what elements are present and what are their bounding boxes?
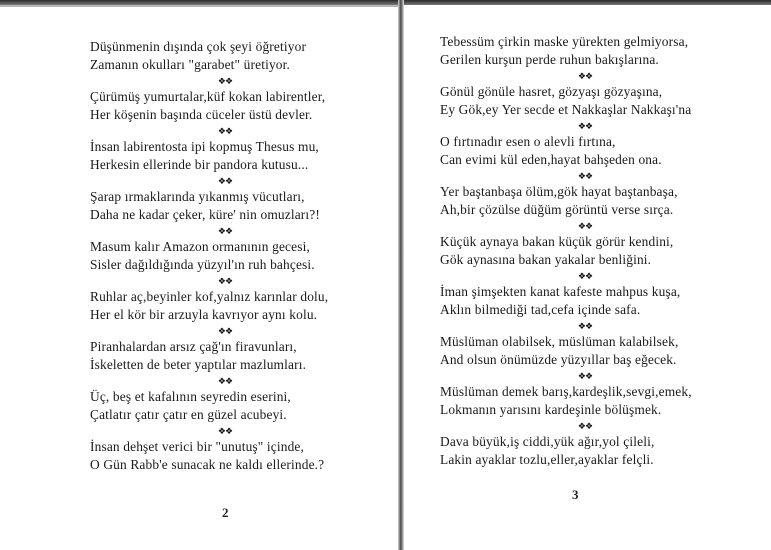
stanza-separator-ornament: ❖❖ bbox=[217, 276, 233, 286]
stanza-separator-ornament: ❖❖ bbox=[217, 326, 233, 336]
verse-line: Tebessüm çirkin maske yürekten gelmiyorsa, bbox=[440, 34, 689, 49]
verse-line: Müslüman demek barış,kardeşlik,sevgi,emek, bbox=[440, 384, 692, 399]
stanza-separator-ornament: ❖❖ bbox=[217, 76, 233, 86]
verse-line: Herkesin ellerinde bir pandora kutusu... bbox=[90, 157, 309, 172]
verse-line: Lakin ayaklar tozlu,eller,ayaklar felçli. bbox=[440, 452, 654, 467]
verse-line: O Gün Rabb'e sunacak ne kaldı ellerinde.? bbox=[90, 457, 325, 472]
verse-line: Düşünmenin dışında çok şeyi öğretiyor bbox=[90, 39, 307, 54]
stanza bbox=[440, 183, 770, 219]
verse-line: Çürümüş yumurtalar,küf kokan labirentler, bbox=[90, 89, 326, 104]
verse-line: Ey Gök,ey Yer secde et Nakkaşlar Nakkaşı'na bbox=[440, 102, 692, 117]
stanza bbox=[440, 133, 770, 169]
stanza-separator-ornament: ❖❖ bbox=[577, 71, 593, 81]
stanza-separator-ornament: ❖❖ bbox=[217, 176, 233, 186]
verse-line: Yer baştanbaşa ölüm,gök hayat baştanbaşa, bbox=[440, 184, 678, 199]
right-page-number: 3 bbox=[572, 487, 579, 502]
stanza-separator-ornament: ❖❖ bbox=[577, 171, 593, 181]
stanza bbox=[90, 138, 390, 174]
stanza bbox=[90, 188, 390, 224]
page-top-shadow bbox=[0, 5, 398, 7]
verse-line: Çatlatır çatır çatır en güzel acubeyi. bbox=[90, 407, 287, 422]
stanza bbox=[440, 383, 770, 419]
verse-line: Gök aynasına bakan yakalar benliğini. bbox=[440, 252, 652, 267]
verse-line: Zamanın okulları "garabet" üretiyor. bbox=[90, 57, 291, 72]
stanza bbox=[90, 388, 390, 424]
verse-line: Daha ne kadar çeker, küre' nin omuzları?! bbox=[90, 207, 320, 222]
verse-line: Dava büyük,iş ciddi,yük ağır,yol çileli, bbox=[440, 434, 655, 449]
verse-line: Ruhlar aç,beyinler kof,yalnız karınlar dolu, bbox=[90, 289, 329, 304]
verse-line: Müslüman olabilsek, müslüman kalabilsek, bbox=[440, 334, 679, 349]
verse-line: İman şimşekten kanat kafeste mahpus kuşa, bbox=[440, 284, 681, 299]
stanza-separator-ornament: ❖❖ bbox=[217, 376, 233, 386]
verse-line: Şarap ırmaklarında yıkanmış vücutları, bbox=[90, 189, 305, 204]
stanza-separator-ornament: ❖❖ bbox=[577, 121, 593, 131]
left-page-number: 2 bbox=[222, 505, 229, 520]
stanza bbox=[440, 83, 770, 119]
verse-line: Ah,bir çözülse düğüm görüntü verse sırça. bbox=[440, 202, 674, 217]
right-poem bbox=[440, 33, 770, 469]
stanza-separator-ornament: ❖❖ bbox=[217, 226, 233, 236]
verse-line: Lokmanın yarısını kardeşinle bölüşmek. bbox=[440, 402, 662, 417]
verse-line: Her köşenin başında cüceler üstü devler. bbox=[90, 107, 313, 122]
stanza bbox=[90, 288, 390, 324]
verse-line: Piranhalardan arsız çağ'ın firavunları, bbox=[90, 339, 297, 354]
stanza-separator-ornament: ❖❖ bbox=[577, 321, 593, 331]
left-poem bbox=[90, 38, 390, 474]
stanza bbox=[90, 338, 390, 374]
stanza-separator-ornament: ❖❖ bbox=[577, 371, 593, 381]
stanza-separator-ornament: ❖❖ bbox=[217, 426, 233, 436]
stanza bbox=[440, 233, 770, 269]
stanza bbox=[90, 38, 390, 74]
verse-line: Masum kalır Amazon ormanının gecesi, bbox=[90, 239, 310, 254]
verse-line: Can evimi kül eden,hayat bahşeden ona. bbox=[440, 152, 662, 167]
verse-line: O fırtınadır esen o alevli fırtına, bbox=[440, 134, 616, 149]
verse-line: Her el kör bir arzuyla kavrıyor aynı kolu. bbox=[90, 307, 318, 322]
verse-line: Küçük aynaya bakan küçük görür kendini, bbox=[440, 234, 674, 249]
verse-line: And olsun önümüzde yüzyıllar baş eğecek. bbox=[440, 352, 677, 367]
stanza bbox=[440, 333, 770, 369]
stanza-separator-ornament: ❖❖ bbox=[217, 126, 233, 136]
verse-line: İnsan labirentosta ipi kopmuş Thesus mu, bbox=[90, 139, 319, 154]
stanza bbox=[440, 33, 770, 69]
stanza bbox=[90, 238, 390, 274]
verse-line: Gerilen kurşun perde ruhun bakışlarına. bbox=[440, 52, 659, 67]
stanza-separator-ornament: ❖❖ bbox=[577, 271, 593, 281]
verse-line: İnsan dehşet verici bir "unutuş" içinde, bbox=[90, 439, 305, 454]
stanza bbox=[440, 433, 770, 469]
stanza-separator-ornament: ❖❖ bbox=[577, 421, 593, 431]
verse-line: İskeletten de beter yaptılar mazlumları. bbox=[90, 357, 307, 372]
book-gutter bbox=[398, 0, 404, 550]
verse-line: Sisler dağıldığında yüzyıl'ın ruh bahçesi. bbox=[90, 257, 315, 272]
verse-line: Üç, beş et kafalının seyredin eserini, bbox=[90, 389, 291, 404]
stanza-separator-ornament: ❖❖ bbox=[577, 221, 593, 231]
verse-line: Gönül gönüle hasret, gözyaşı gözyaşına, bbox=[440, 84, 663, 99]
stanza bbox=[90, 88, 390, 124]
verse-line: Aklın bilmediği tad,cefa içinde safa. bbox=[440, 302, 641, 317]
stanza bbox=[90, 438, 390, 474]
stanza bbox=[440, 283, 770, 319]
